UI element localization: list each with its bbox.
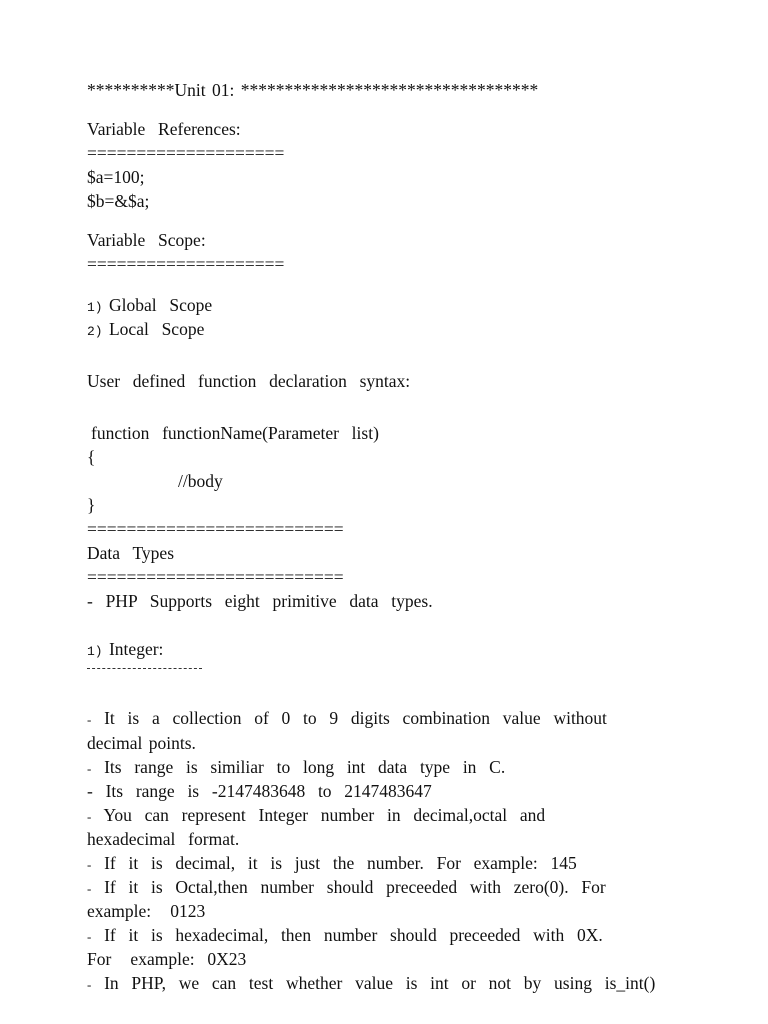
section-rule: ==========================: [87, 567, 344, 587]
code-line: $b=&$a;: [87, 191, 150, 211]
bullet-text: If it is decimal, it is just the number. For example: 145: [104, 853, 577, 873]
open-brace: {: [87, 447, 96, 467]
bullet-line: [87, 708, 607, 730]
bullet-dash: -: [87, 781, 93, 801]
list-number: 1): [87, 300, 103, 315]
close-brace: }: [87, 495, 96, 515]
bullet-line: [87, 877, 606, 899]
section-rule: ====================: [87, 254, 285, 274]
section-rule: ====================: [87, 143, 285, 163]
bullet-line: [87, 757, 505, 779]
bullet-line: [87, 973, 655, 995]
bullet-continuation: example: 0123: [87, 901, 206, 921]
list-item-text: Global Scope: [108, 295, 213, 315]
bullet-text: If it is hexadecimal, then number should preceeded with 0X.: [104, 925, 603, 945]
function-syntax-heading: User defined function declaration syntax:: [87, 371, 411, 391]
unit-header: **********Unit 01: **********************************: [87, 80, 539, 100]
integer-heading: [87, 639, 163, 662]
bullet-text: Its range is similiar to long int data type in C.: [104, 757, 506, 777]
bullet-text: If it is Octal,then number should preceeded with zero(0). For: [104, 877, 606, 897]
list-item: [87, 295, 212, 318]
variable-references-heading: Variable References:: [87, 119, 241, 139]
bullet-continuation: hexadecimal format.: [87, 829, 240, 849]
bullet-text: In PHP, we can test whether value is int or not by using is_int(): [104, 973, 656, 993]
bullet-dash: -: [87, 809, 92, 824]
bullet-line: [87, 805, 545, 827]
data-types-intro: - PHP Supports eight primitive data types.: [87, 591, 433, 611]
bullet-text: It is a collection of 0 to 9 digits combination value without: [104, 708, 607, 728]
list-number: 2): [87, 324, 103, 339]
dotted-underline: [87, 668, 202, 669]
list-item-text: Local Scope: [108, 319, 205, 339]
data-types-heading: Data Types: [87, 543, 175, 563]
bullet-text: You can represent Integer number in decimal,octal and: [103, 805, 546, 825]
variable-scope-heading: Variable Scope:: [87, 230, 206, 250]
bullet-line: [87, 781, 432, 801]
bullet-continuation: For example: 0X23: [87, 949, 247, 969]
bullet-continuation: decimal points.: [87, 733, 196, 753]
section-rule: ==========================: [87, 519, 344, 539]
bullet-dash: -: [87, 977, 92, 992]
bullet-text: Its range is -2147483648 to 2147483647: [105, 781, 432, 801]
bullet-line: [87, 853, 577, 875]
list-number: 1): [87, 644, 103, 659]
function-body-comment: //body: [178, 471, 223, 491]
code-line: $a=100;: [87, 167, 145, 187]
integer-heading-text: Integer:: [108, 639, 164, 659]
bullet-dash: -: [87, 857, 92, 872]
bullet-dash: -: [87, 881, 92, 896]
bullet-dash: -: [87, 761, 92, 776]
function-signature: function functionName(Parameter list): [91, 423, 379, 443]
bullet-dash: -: [87, 712, 92, 727]
bullet-line: [87, 925, 603, 947]
bullet-dash: -: [87, 929, 92, 944]
list-item: [87, 319, 204, 342]
